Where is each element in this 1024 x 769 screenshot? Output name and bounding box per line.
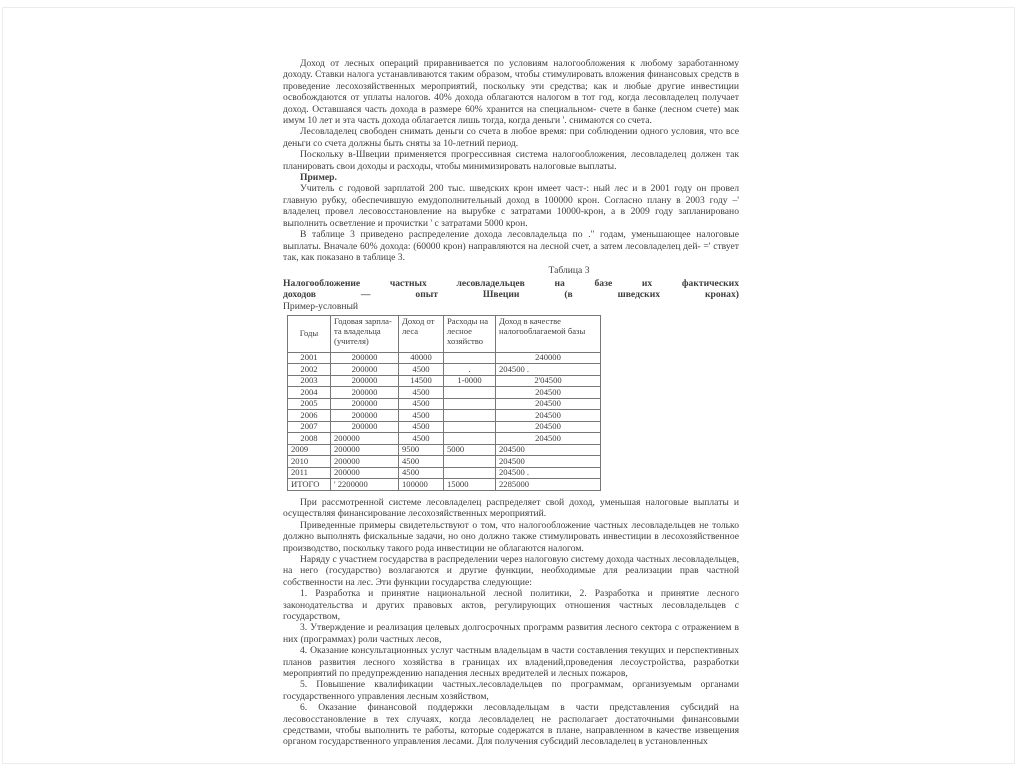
title-word: Швеции <box>482 289 520 301</box>
table-cell: 200000 <box>331 444 399 456</box>
table-header-row <box>288 315 601 352</box>
paragraph: Приведенные примеры свидетельствуют о том, что налогообложение частных лесовладельцев не только должно выполнять фискальные задачи, но оно должно также стимулировать инвестиции в лесохозяйственное производство, поскольку такого рода инвестиции не облагаются налогом. <box>283 519 739 554</box>
table-cell: 2005 <box>288 398 331 410</box>
table-cell: 204500 <box>496 433 601 445</box>
title-word: лесовладельцев <box>456 277 525 289</box>
table-caption: Таблица 3 <box>548 265 590 277</box>
table-cell: 200000 <box>331 364 399 376</box>
table-row <box>288 410 601 422</box>
table-cell <box>444 467 496 479</box>
table-cell: 4500 <box>399 433 444 445</box>
paragraph: 6. Оказание финансовой поддержки лесовладельцам в части представления субсидий на лесовосстановление в тех случаях, когда лесовладелец не располагает достаточными финансовыми средствами, чтобы выполнить те работы, которые содержатся в плане, направленном в качестве извещения органом государственного управления лесами. Для получения субсидий лесовладелец в установленных <box>283 702 739 748</box>
table-cell: . <box>444 364 496 376</box>
table-cell: 200000 <box>331 433 399 445</box>
table-cell: 200000 <box>331 467 399 479</box>
table-cell: 4500 <box>399 364 444 376</box>
paragraph: Учитель с годовой зарплатой 200 тыс. шведских крон имеет част-: ный лес и в 2001 году он провел главную рубку, обеспечившую емудополнительный доход в 100000 крон. Согласно плану в 2003 году –' владелец провел лесовосстановление на вырубке с затратами 10000-крон, а в 2009 году запланировано выполнить осветление и прочистки ' с затратами 5000 крон. <box>283 183 739 229</box>
table-cell: 200000 <box>331 375 399 387</box>
table-cell <box>444 398 496 410</box>
table-row <box>288 456 601 468</box>
table-row <box>288 433 601 445</box>
title-word: на <box>554 277 565 289</box>
title-word: базе <box>594 277 613 289</box>
table-header-cell: Годы <box>288 315 331 352</box>
table-cell: 200000 <box>331 421 399 433</box>
table-cell: 204500 <box>496 456 601 468</box>
table-cell: 2285000 <box>496 479 601 491</box>
table-cell: 204500 <box>496 398 601 410</box>
paragraph: В таблице 3 приведено распределение дохода лесовладельца по ." годам, уменьшающее налоговые выплаты. Вначале 60% дохода: (60000 крон) направляются на лесной счет, а затем лесовладелец дей- =' ствует так, как показано в таблице 3. <box>283 229 739 263</box>
table-cell: 40000 <box>399 352 444 364</box>
table-cell <box>444 410 496 422</box>
table-cell: 2011 <box>288 467 331 479</box>
title-word: кронах) <box>704 289 739 301</box>
title-word: фактических <box>681 277 739 289</box>
paragraph: 4. Оказание консультационных услуг частным владельцам в части составления текущих и перспективных планов развития лесного хозяйства в границах их владений,проведения лесоустройства, разработки мероприятий по предупреждению нападения лесных вредителей и лесных пожаров, <box>283 645 739 680</box>
table-cell: 4500 <box>399 467 444 479</box>
table-cell: 200000 <box>331 398 399 410</box>
title-word: шведских <box>617 289 661 301</box>
table-row <box>288 479 601 491</box>
table-cell: 204500 . <box>496 467 601 479</box>
table-row <box>288 421 601 433</box>
table-cell: 2009 <box>288 444 331 456</box>
table-title-subtitle: Пример-условный <box>283 300 359 312</box>
table-cell <box>444 433 496 445</box>
table-cell: 200000 <box>331 410 399 422</box>
paragraph: 3. Утверждение и реализация целевых долгосрочных программ развития лесного сектора с отражением в них (программах) роли частных лесов, <box>283 622 739 645</box>
table-cell: 2010 <box>288 456 331 468</box>
table-cell: 2001 <box>288 352 331 364</box>
paragraph: Наряду с участием государства в распределении через налоговую систему дохода частных лесовладельцев, на него (государство) возлагаются и другие функции, необходимые для реализации прав частной собственности на лес. Эти функции государства следующие: <box>283 553 739 588</box>
table-cell: 204500 <box>496 444 601 456</box>
title-word: их <box>641 277 653 289</box>
table-cell: 100000 <box>399 479 444 491</box>
paragraph: 1. Разработка и принятие национальной лесной политики, 2. Разработка и принятие лесного законодательства и других правовых актов, регулирующих отношения частных лесовладельцев с государством, <box>283 588 739 622</box>
table-cell: 2002 <box>288 364 331 376</box>
intro-paragraphs <box>283 58 739 263</box>
table-row <box>288 387 601 399</box>
table-cell <box>444 456 496 468</box>
table-cell: 200000 <box>331 456 399 468</box>
table-cell: 9500 <box>399 444 444 456</box>
title-word: — <box>360 289 371 301</box>
table-cell: 1-0000 <box>444 375 496 387</box>
table-title-line1 <box>283 278 739 289</box>
table-cell: 15000 <box>444 479 496 491</box>
table-cell: 2007 <box>288 421 331 433</box>
table-header-cell: Годовая зарпла- та владельца (учителя) <box>331 315 399 352</box>
table-cell <box>444 387 496 399</box>
table-row <box>288 352 601 364</box>
table-cell: 204500 <box>496 387 601 399</box>
table-header-cell: Доход в качестве налогооблагаемой базы <box>496 315 601 352</box>
closing-paragraphs <box>283 497 739 748</box>
table-cell: 14500 <box>399 375 444 387</box>
table-title <box>283 278 739 312</box>
document-page <box>283 58 739 748</box>
table-cell: 2006 <box>288 410 331 422</box>
tax-distribution-table <box>287 315 601 491</box>
table-cell: ИТОГО <box>288 479 331 491</box>
table-cell: ' 2200000 <box>331 479 399 491</box>
table-cell <box>444 421 496 433</box>
table-cell: 200000 <box>331 387 399 399</box>
table-row <box>288 467 601 479</box>
table-header-cell: Доход от леса <box>399 315 444 352</box>
table-cell: 5000 <box>444 444 496 456</box>
paragraph: Лесовладелец свободен снимать деньги со счета в любое время: при соблюдении одного условия, что все деньги со счета должны быть сняты за 10-летний период. <box>283 126 739 149</box>
table-row <box>288 444 601 456</box>
table-cell: 204500 . <box>496 364 601 376</box>
table-cell: 2003 <box>288 375 331 387</box>
table-header-cell: Расходы на лесное хозяйство <box>444 315 496 352</box>
table-row <box>288 375 601 387</box>
table-row <box>288 398 601 410</box>
table-cell <box>444 352 496 364</box>
title-word: Налогообложение <box>283 277 361 289</box>
table-cell: 4500 <box>399 387 444 399</box>
table-row <box>288 364 601 376</box>
table-cell: 4500 <box>399 398 444 410</box>
table-cell: 2004 <box>288 387 331 399</box>
paragraph: 5. Повышение квалификации частных.лесовладельцев по программам, организуемым органами государственного управления лесным хозяйством, <box>283 679 739 702</box>
table-cell: 204500 <box>496 410 601 422</box>
table-cell: 2'04500 <box>496 375 601 387</box>
title-word: частных <box>389 277 427 289</box>
table-cell: 4500 <box>399 421 444 433</box>
table-cell: 4500 <box>399 456 444 468</box>
table-cell: 2008 <box>288 433 331 445</box>
paragraph: Доход от лесных операций приравнивается по условиям налогообложения к любому заработанному доходу. Ставки налога устанавливаются таким образом, чтобы стимулировать вложения финансовых средств в проведение лесохозяйственных мероприятий, поскольку эти средства; как и любые другие инвестиции освобождаются от уплаты налогов. 40% дохода облагаются налогом в тот год, когда лесовладелец получает доход. Оставшаяся часть дохода в размере 60% хранится на специальном- счете в банке (лесном счете) мак имум 10 лет и эта часть дохода облагается лишь тогда, когда деньги '. снимаются со счета. <box>283 58 739 127</box>
table-cell: 200000 <box>331 352 399 364</box>
title-word: доходов <box>283 289 316 301</box>
paragraph: При рассмотренной системе лесовладелец распределяет свой доход, уменьшая налоговые выплаты и осуществляя финансирование лесохозяйственных мероприятий. <box>283 496 739 520</box>
table-cell: 204500 <box>496 421 601 433</box>
table-cell: 4500 <box>399 410 444 422</box>
paragraph: Поскольку в-Швеции применяется прогрессивная система налогообложения, лесовладелец должен так планировать свои доходы и расходы, чтобы минимизировать налоговые выплаты. <box>283 149 739 172</box>
title-word: опыт <box>415 289 438 301</box>
table-title-line2 <box>283 289 739 300</box>
title-word: (в <box>564 289 573 301</box>
paragraph: Пример. <box>300 172 337 184</box>
table-cell: 240000 <box>496 352 601 364</box>
